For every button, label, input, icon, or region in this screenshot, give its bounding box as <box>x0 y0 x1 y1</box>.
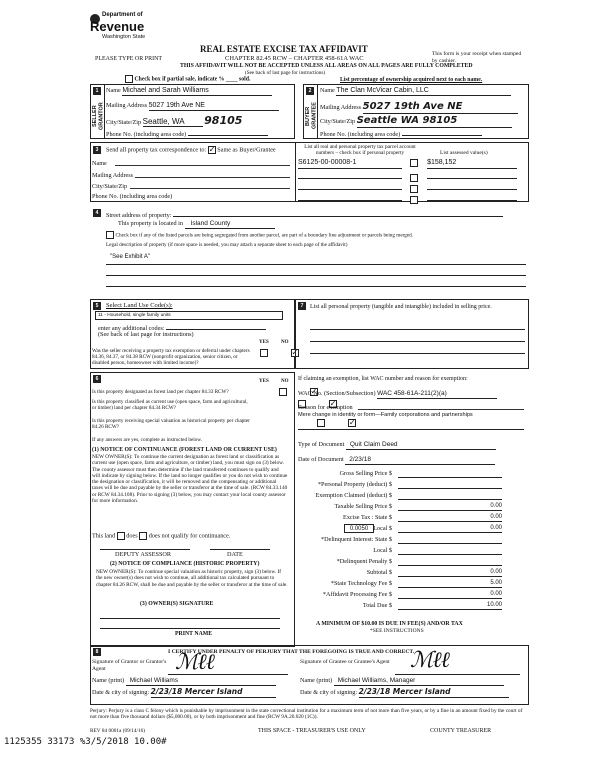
corr-city-label: City/State/Zip <box>92 183 128 190</box>
deputy-assessor-label: DEPUTY ASSESSOR <box>115 551 171 558</box>
tax-row <box>298 558 504 568</box>
doc-date-input[interactable]: 2/23/18 <box>345 456 495 465</box>
grantee-name-input[interactable]: Michael Williams, Manager <box>334 677 504 686</box>
wac-label: WAC No. (Section/Subsection) <box>298 390 376 397</box>
personal-property-label: List all personal property (tangible and intangible) included in selling price. <box>310 304 492 310</box>
tax-row-value[interactable] <box>398 470 502 478</box>
wac-input[interactable]: WAC 458-61A-211(2)(a) <box>377 390 497 399</box>
grantor-name-row <box>92 677 276 686</box>
doc-type-label: Type of Document <box>298 441 345 448</box>
tax-row-value[interactable]: 0.00 <box>398 514 502 522</box>
section-4-number: 4 <box>93 209 101 217</box>
section-8-number: 8 <box>93 648 101 656</box>
parcel-personal-checkbox-1[interactable] <box>410 159 418 167</box>
grantee-date-label: Date & city of signing: <box>300 689 358 696</box>
tax-row <box>298 536 504 546</box>
tax-row <box>298 602 504 612</box>
tax-row <box>298 503 504 513</box>
tax-row <box>298 547 504 557</box>
tax-row-label: Subtotal $ <box>366 569 392 576</box>
parcel-input-4[interactable] <box>298 193 402 201</box>
tax-row-label: *Personal Property (deduct) $ <box>317 481 392 488</box>
county-treasurer-label: COUNTY TREASURER <box>430 728 492 734</box>
street-input[interactable] <box>173 209 503 217</box>
s6-if-yes: If any answers are yes, complete as instructed below. <box>92 437 203 443</box>
send-correspondence-label: Send all property tax correspondence to: <box>106 146 207 154</box>
rev-number: REV 84 0001a (09/14/16) <box>90 728 146 734</box>
assessed-value-input[interactable]: $158,152 <box>427 159 517 168</box>
same-as-buyer-label: Same as Buyer/Grantee <box>217 146 276 154</box>
does-not-label: does not qualify for continuance. <box>148 532 231 540</box>
tax-row-label: *Affidavit Processing Fee $ <box>322 591 392 598</box>
parcel-row-2 <box>298 171 517 182</box>
grantee-name-row <box>300 677 504 686</box>
seller-phone-row <box>106 131 268 138</box>
section-2-number: 2 <box>306 87 314 95</box>
buyer-phone-row <box>320 131 482 138</box>
grantee-signature-label: Signature of Grantee or Grantee's Agent <box>300 659 390 665</box>
notice-2-title: (2) NOTICE OF COMPLIANCE (HISTORIC PROPERTY) <box>110 561 260 567</box>
seller-phone-input[interactable] <box>188 135 268 136</box>
section-7-number: 7 <box>298 302 306 310</box>
s6-question-1: Is this property designated as forest land per chapter 84.33 RCW? <box>92 389 229 395</box>
segregated-row <box>106 231 526 239</box>
parcel-header: List all real and personal property tax parcel account numbers – check box if personal property <box>304 144 416 157</box>
parcel-row-4 <box>298 193 517 204</box>
reason-input[interactable]: Mere change in identity or form—Family corporations and partnerships <box>298 412 473 418</box>
grantor-date-input[interactable]: 2/23/18 Mercer Island <box>151 688 276 698</box>
grantor-signature[interactable]: ℳℓℓ <box>175 650 214 675</box>
buyer-phone-label: Phone No. (including area code) <box>320 131 401 138</box>
seller-city-label: City/State/Zip <box>106 119 142 126</box>
tax-row-label: Local $ <box>373 525 392 532</box>
receipt-stamp: 1125355 33173 %3/5/2018 10.00# <box>4 737 167 747</box>
seller-address-row <box>106 102 292 111</box>
additional-codes-label: enter any additional codes: <box>98 325 165 332</box>
see-instructions: *SEE INSTRUCTIONS <box>370 628 424 634</box>
corr-phone-label: Phone No. (including area code) <box>92 193 173 200</box>
minimum-fee-note: A MINIMUM OF $10.00 IS DUE IN FEE(S) AND/OR TAX <box>316 621 463 627</box>
owner-signature-label: (3) OWNER(S) SIGNATURE <box>140 601 214 607</box>
seller-address-label: Mailing Address <box>106 102 148 109</box>
certify-statement: I CERTIFY UNDER PENALTY OF PERJURY THAT THE FOREGOING IS TRUE AND CORRECT. <box>168 649 415 655</box>
grantor-name-label: Name (print) <box>92 677 125 684</box>
buyer-address-label: Mailing Address <box>320 104 362 111</box>
parcel-input-3[interactable] <box>298 182 402 190</box>
tax-row <box>298 514 504 524</box>
doc-type-row <box>298 441 496 450</box>
type-or-print: PLEASE TYPE OR PRINT <box>95 56 163 62</box>
tax-row-value[interactable]: 0.00 <box>398 591 502 599</box>
tax-row-value[interactable]: 5.00 <box>398 580 502 588</box>
land-use-label: Select Land Use Code(s): <box>106 302 173 309</box>
see-back-header: (See back of last page for instructions) <box>245 70 326 76</box>
tax-row-label: Gross Selling Price $ <box>339 470 392 477</box>
located-row <box>118 220 275 229</box>
reason-line <box>358 402 524 410</box>
tax-row-label: *Delinquent Interest: State $ <box>321 536 392 543</box>
land-use-select[interactable]: 11 - Household, single family units <box>95 311 283 320</box>
corr-address-label: Mailing Address <box>92 172 134 179</box>
legal-description-value[interactable]: "See Exhibit A" <box>110 254 150 260</box>
s6-question-2: Is this property classified as current use (open space, farm and agricultural, or timber) land per chapter 84.34 RCW? <box>92 399 248 412</box>
form-chapter: CHAPTER 82.45 RCW – CHAPTER 458-61A WAC <box>225 55 364 62</box>
logo-line1: Department of <box>102 12 143 18</box>
send-correspondence-row <box>106 146 276 154</box>
corr-name-input[interactable] <box>115 158 290 166</box>
tax-row-label: *Delinquent Penalty $ <box>336 558 392 565</box>
seller-name-row <box>106 87 292 96</box>
parcel-row-1 <box>298 159 528 169</box>
tax-row <box>298 525 504 535</box>
doc-date-row <box>298 456 495 465</box>
s6-yes-header: YES <box>259 379 269 384</box>
tax-row <box>298 591 504 601</box>
tax-row-value[interactable] <box>398 481 502 489</box>
corr-address-input[interactable] <box>135 170 290 178</box>
treasurer-space-label: THIS SPACE - TREASURER'S USE ONLY <box>258 728 366 734</box>
grantor-name-input[interactable]: Michael Williams <box>126 677 276 686</box>
grantor-signature-label: Signature of Grantor or Grantor's Agent <box>92 659 167 672</box>
tax-table <box>298 470 528 610</box>
tax-row-value[interactable] <box>398 536 502 544</box>
s6-q3-no-checkbox[interactable] <box>348 419 356 427</box>
s5-question-1: Was the seller receiving a property tax exemption or deferral under chapters 84.36, 84.37, or 84.38 RCW (nonprofit organization, senior citizen, or disabled person, homeowner with limited income)? <box>92 348 250 367</box>
section5-see-back: (See back of last page for instructions) <box>98 331 194 338</box>
grantee-name-label: Name (print) <box>300 677 333 684</box>
partial-sale-row <box>125 75 250 83</box>
partial-sale-checkbox[interactable] <box>125 75 133 83</box>
partial-sale-label: Check box if partial sale, indicate % ____ sold. <box>134 76 251 83</box>
seller-name-label: Name <box>106 87 121 94</box>
seller-city-input[interactable]: Seattle, WA <box>143 117 203 127</box>
notice-2-body: NEW OWNER(S): To continue special valuation as historic property, sign (3) below. If the new owner(s) does not wish to continue, all additional tax calculated pursuant to chapter 84.26 RCW, shall be due and payable by the seller or transferor at the time of sale. <box>96 569 288 588</box>
tax-row <box>298 580 504 590</box>
perjury-notice: Perjury: Perjury is a class C felony which is punishable by imprisonment in the state correctional institution for a maximum term of not more than five years, or by a fine in an amount fixed by the court of not more than five thousand dollars ($5,000.00), or by both imprisonment and fine (RCW 9A.20.020 (1C)). <box>90 708 523 721</box>
tax-row-label: *State Technology Fee $ <box>330 580 392 587</box>
s6-no-header: NO <box>281 379 289 384</box>
assessed-header: List assessed value(s) <box>440 150 488 156</box>
buyer-address-input[interactable]: 5027 19th Ave NE <box>363 101 518 114</box>
buyer-vertical-label: BUYER GRANTEE <box>305 102 318 130</box>
tax-row-value[interactable]: 0.00 <box>398 503 502 511</box>
form-warning: THIS AFFIDAVIT WILL NOT BE ACCEPTED UNLESS ALL AREAS ON ALL PAGES ARE FULLY COMPLETED <box>180 63 473 69</box>
print-name-label: PRINT NAME <box>175 631 213 637</box>
doc-type-input[interactable]: Quit Claim Deed <box>346 441 496 450</box>
s6-q3-yes-checkbox[interactable] <box>317 419 325 427</box>
buyer-name-input[interactable]: The Clan McVicar Cabin, LLC <box>336 87 511 96</box>
tax-row-value[interactable] <box>398 492 502 500</box>
parcel-personal-checkbox-3[interactable] <box>410 185 418 193</box>
parcel-number-input[interactable]: S6125-00-00008-1 <box>298 159 402 168</box>
street-label: Street address of property: <box>106 212 172 219</box>
corr-city-input[interactable] <box>130 181 290 189</box>
assessed-input-2[interactable] <box>427 171 517 179</box>
corr-name-label: Name <box>92 160 107 167</box>
reason-label: Reason for exemption <box>298 404 353 411</box>
tax-row-label: Taxable Selling Price $ <box>334 503 392 510</box>
tax-row <box>298 492 504 502</box>
doc-date-label: Date of Document <box>298 456 344 463</box>
this-land-label: This land <box>92 532 116 540</box>
tax-row-value[interactable] <box>398 547 502 555</box>
grantee-date-row <box>300 688 509 698</box>
s6-question-3: Is this property receiving special valuation as historical property per chapter 84.26 RCW? <box>92 418 250 431</box>
logo-line2: Revenue <box>90 19 145 34</box>
seller-phone-label: Phone No. (including area code) <box>106 131 187 138</box>
list-percentage: List percentage of ownership acquired next to each name. <box>340 77 483 83</box>
deputy-date-label: DATE <box>227 551 243 558</box>
receipt-note: This form is your receipt when stamped by cashier. <box>432 51 522 64</box>
buyer-name-row <box>320 87 511 96</box>
segregated-label: Check box if any of the listed parcels are being segregated from another parcel, are part of a boundary line adjustment or parcels being merged. <box>115 232 414 239</box>
buyer-address-row <box>320 101 518 114</box>
s5-q1-yes-checkbox[interactable] <box>260 349 268 357</box>
local-rate-input[interactable]: 0.0050 <box>344 524 374 533</box>
buyer-city-label: City/State/Zip <box>320 118 356 125</box>
tax-row-label: Exemption Claimed (deduct) $ <box>315 492 392 499</box>
tax-row-value[interactable] <box>398 558 502 566</box>
notice-1-body: NEW OWNER(S): To continue the current designation as forest land or classification as current use (open space, farm and agriculture, or timber) land, you must sign on (3) below. The county assessor must then determine if the land transferred continues to qualify and will indicate by signing below. If the land no longer qualifies or you do not wish to continue the designation or classification, it will be removed and the compensating or additional taxes will be due and payable by the seller or transferor at the time of sale. (RCW 84.33.140 or RCW 84.34.108). Prior to signing (3) below, you may contact your local county assessor for more information. <box>92 454 288 504</box>
s5-no-header: NO <box>281 340 289 345</box>
grantee-date-input[interactable]: 2/23/18 Mercer Island <box>359 688 509 698</box>
same-as-buyer-checkbox[interactable] <box>208 146 216 154</box>
seller-city-row <box>106 115 292 128</box>
seller-name-input[interactable]: Michael and Sarah Williams <box>122 87 272 96</box>
parcel-personal-checkbox-2[interactable] <box>410 174 418 182</box>
seller-address-input[interactable]: 5027 19th Ave NE <box>149 102 279 111</box>
exemption-header: If claiming an exemption, list WAC number and reason for exemption: <box>298 376 468 382</box>
notice-1-title: (1) NOTICE OF CONTINUANCE (FOREST LAND OR CURRENT USE) <box>92 447 277 453</box>
segregated-checkbox[interactable] <box>106 231 114 239</box>
tax-row <box>298 470 504 480</box>
tax-row-value[interactable]: 10.00 <box>398 602 502 610</box>
grantee-signature[interactable]: ℳℓℓ <box>410 648 449 673</box>
does-label: does <box>126 532 138 540</box>
wac-row <box>298 390 497 399</box>
grantor-date-row <box>92 688 276 698</box>
section-1-number: 1 <box>93 87 101 95</box>
section-6-number: 6 <box>93 375 101 383</box>
parcel-input-2[interactable] <box>298 171 402 179</box>
tax-row-label: Total Due $ <box>362 602 392 609</box>
buyer-city-row <box>320 115 512 128</box>
tax-row-value[interactable]: 0.00 <box>398 569 502 577</box>
dor-logo <box>90 12 160 44</box>
section-5-number: 5 <box>93 302 101 310</box>
assessed-input-4[interactable] <box>427 193 517 201</box>
continuance-row <box>92 532 230 540</box>
additional-codes-input[interactable] <box>166 322 266 330</box>
parcel-row-3 <box>298 182 517 193</box>
legal-description-label: Legal description of property (if more space is needed, you may attach a separate sheet to each page of the affidavit) <box>106 242 348 248</box>
buyer-phone-input[interactable] <box>402 135 482 136</box>
buyer-city-input[interactable]: Seattle WA 98105 <box>357 115 512 128</box>
assessed-input-3[interactable] <box>427 182 517 190</box>
tax-row <box>298 481 504 491</box>
tax-row-value[interactable]: 0.00 <box>398 525 502 533</box>
county-input[interactable]: Island County <box>185 220 275 229</box>
tax-row-label: Local $ <box>373 547 392 554</box>
does-not-checkbox[interactable] <box>139 532 147 540</box>
tax-row-label: Excise Tax : State $ <box>343 514 392 521</box>
parcel-personal-checkbox-4[interactable] <box>410 196 418 204</box>
s6-q1-yes-checkbox[interactable] <box>279 388 287 396</box>
does-checkbox[interactable] <box>117 532 125 540</box>
seller-vertical-label: SELLER GRANTOR <box>92 102 105 130</box>
section-3-number: 3 <box>93 146 101 154</box>
buyer-name-label: Name <box>320 87 335 94</box>
tax-row <box>298 569 504 579</box>
seller-zip-input[interactable]: 98105 <box>204 114 243 127</box>
grantor-date-label: Date & city of signing: <box>92 689 150 696</box>
form-title: REAL ESTATE EXCISE TAX AFFIDAVIT <box>200 44 368 54</box>
street-row <box>106 209 503 219</box>
logo-line3: Washington State <box>102 34 146 40</box>
s5-yes-header: YES <box>259 340 269 345</box>
located-label: This property is located in <box>118 220 183 227</box>
